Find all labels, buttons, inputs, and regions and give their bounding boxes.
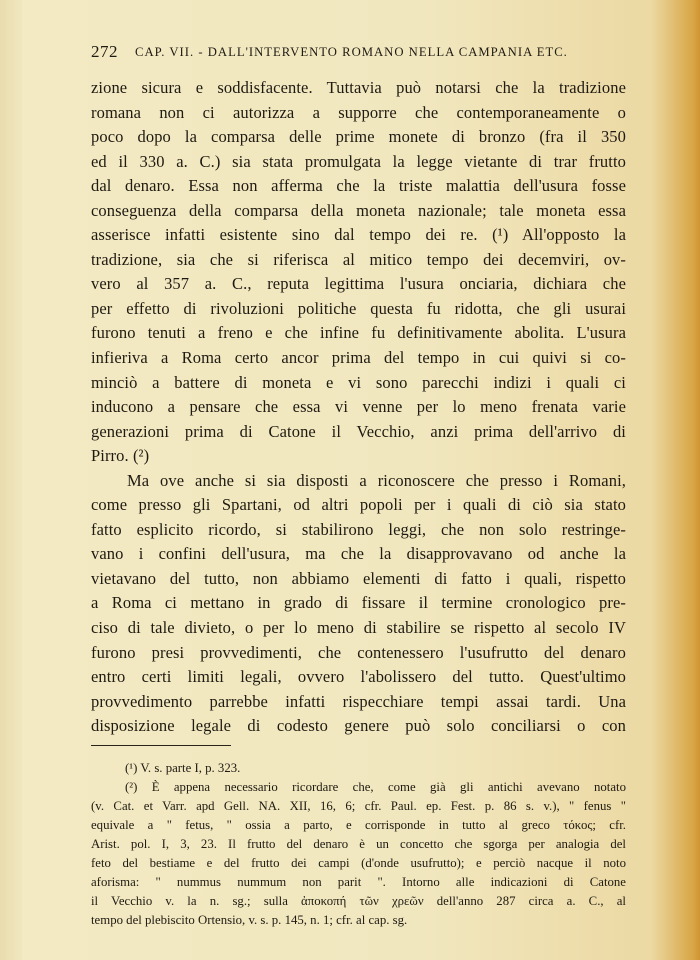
text-line: minciò a battere di moneta e vi sono parecchi indizi i quali ci: [91, 372, 626, 392]
page-header: [91, 42, 626, 66]
footnote-2-line: Arist. pol. I, 3, 23. Il frutto del denaro è un concetto che sgorga per analogia del: [91, 837, 626, 852]
text-line: zione sicura e soddisfacente. Tuttavia può notarsi che la tradizione: [91, 78, 626, 97]
paragraph-start-line: Ma ove anche si sia disposti a riconoscere che presso i Romani,: [127, 470, 626, 490]
footnote-1: (¹) V. s. parte I, p. 323.: [125, 761, 241, 775]
text-line: ed il 330 a. C.) sia stata promulgata la legge vietante di trar frutto: [91, 151, 626, 171]
footnote-2-line: (²) È appena necessario ricordare che, come già gli antichi avevano notato: [125, 780, 626, 795]
text-line: vano i confini dell'usura, ma che la disapprovavano od anche la: [91, 544, 626, 564]
text-line: fatto esplicito ricordo, si stabilirono leggi, che non solo restringe-: [91, 519, 626, 539]
footnote-2-line: tempo del plebiscito Ortensio, v. s. p. 145, n. 1; cfr. al cap. sg.: [91, 913, 408, 928]
text-line: generazioni prima di Catone il Vecchio, anzi prima dell'arrivo di: [91, 421, 626, 441]
footnotes: [91, 759, 626, 930]
footnote-2-line: equivale a " fetus, " ossia a parto, e corrisponde in tutto al greco τόκος; cfr.: [91, 818, 626, 833]
page-gutter-edge: [0, 0, 22, 960]
text-line: poco dopo la comparsa delle prime monete di bronzo (fra il 350: [91, 127, 626, 147]
text-line: vietavano del tutto, non abbiamo elementi di fatto i quali, rispetto: [91, 568, 626, 588]
page-number: 272: [91, 42, 118, 61]
text-line: asserisce infatti esistente sino dal tempo dei re. (¹) All'opposto la: [91, 225, 626, 245]
text-line: come presso gli Spartani, od altri popoli per i quali di ciò sia stato: [91, 495, 626, 515]
text-line: dal denaro. Essa non afferma che la triste malattia dell'usura fosse: [91, 176, 626, 196]
text-line: infieriva a Roma certo ancor prima del tempo in cui quivi si co-: [91, 348, 626, 368]
text-line: entro certi limiti legali, ovvero l'abolissero del tutto. Quest'ultimo: [91, 667, 626, 687]
text-line: provvedimento parrebbe infatti rispecchiare tempi assai tardi. Una: [91, 691, 626, 711]
text-line: per effetto di rivoluzioni politiche questa fu ridotta, che gli usurai: [91, 298, 626, 318]
footnote-separator-rule: [91, 745, 231, 746]
text-line: tradizione, sia che si riferisca al mitico tempo dei decemviri, ov-: [91, 249, 626, 269]
text-line: disposizione legale di codesto genere può solo conciliarsi o con: [91, 716, 626, 736]
footnote-2-line: (v. Cat. et Varr. apd Gell. NA. XII, 16, 6; cfr. Paul. ep. Fest. p. 86 s. v.), " fenus ": [91, 799, 626, 814]
footnote-2-line: il Vecchio v. la n. sg.; sulla ἀποκοπή τῶν χρεῶν dell'anno 287 circa a. C., al: [91, 894, 626, 909]
text-line: furono tenuti a freno e che infine fu definitivamente abolita. L'usura: [91, 323, 626, 343]
text-line: ciso di tale divieto, o per lo meno di stabilire se rispetto al secolo IV: [91, 618, 626, 638]
text-line: a Roma ci mettano in grado di fissare il termine cronologico pre-: [91, 593, 626, 613]
text-line: conseguenza della comparsa della moneta nazionale; tale moneta essa: [91, 200, 626, 220]
text-line: romana non ci autorizza a supporre che contemporaneamente o: [91, 102, 626, 122]
text-line: vero al 357 a. C., reputa legittima l'usura onciaria, dichiara che: [91, 274, 626, 294]
footnote-2-line: aforisma: " nummus nummum non parit ". Intorno alle indicazioni di Catone: [91, 875, 626, 890]
main-text: [91, 76, 626, 739]
text-line: inducono a pensare che essa vi venne per lo meno frenata varie: [91, 397, 626, 417]
footnote-2-line: feto del bestiame e del frutto dei campi (d'onde usufrutto); e perciò nacque il noto: [91, 856, 626, 871]
text-line: furono presi provvedimenti, che contenessero l'usufrutto del denaro: [91, 642, 626, 662]
running-head: CAP. VII. - DALL'INTERVENTO ROMANO NELLA CAMPANIA ETC.: [135, 45, 568, 59]
paragraph-end-line: Pirro. (²): [91, 446, 150, 466]
